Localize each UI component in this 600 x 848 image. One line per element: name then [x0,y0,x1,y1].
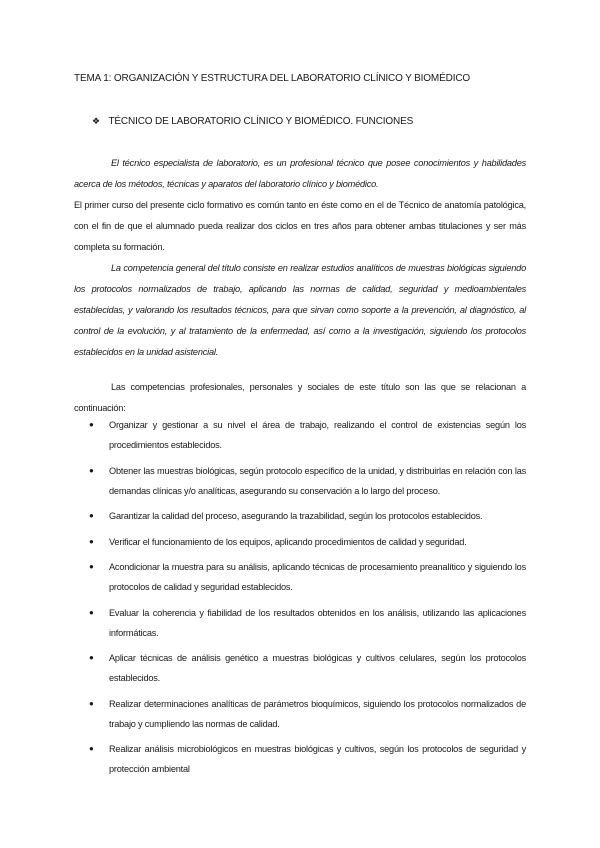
list-item [74,461,526,501]
list-item [74,557,526,597]
bullet-icon: ● [89,536,94,546]
paragraph-competencies-intro: Las competencias profesionales, personales y sociales de este título son las que se relacionan a continuación: [74,382,526,413]
list-item-text: Verificar el funcionamiento de los equipos, aplicando procedimientos de calidad y seguridad. [109,536,467,547]
list-item [74,415,526,455]
bullet-icon: ● [89,465,94,475]
list-item [74,739,526,779]
list-item [74,603,526,643]
list-item [74,506,526,526]
list-item-text: Realizar determinaciones analíticas de parámetros bioquímicos, siguiendo los protocolos normalizados de trabajo y cumpliendo las normas de calidad. [109,698,526,729]
bullet-icon: ● [89,562,94,571]
section-heading [92,116,413,127]
list-item-text: Organizar y gestionar a su nivel el área de trabajo, realizando el control de existencias según los procedimientos establecidos. [109,420,526,450]
list-item-text: Garantizar la calidad del proceso, asegurando la trazabilidad, según los protocolos establecidos. [109,511,483,521]
list-item-text: Acondicionar la muestra para su análisis, aplicando técnicas de procesamiento preanalítico y siguiendo los protocolos de calidad y seguridad establecidos. [109,562,526,592]
list-item-text: Obtener las muestras biológicas, según protocolo específico de la unidad, y distribuirlas en relación con las demandas clínicas y/o analíticas, asegurando su conservación a lo largo del proceso. [109,465,526,496]
bullet-icon: ● [89,744,94,753]
list-item-text: Aplicar técnicas de análisis genético a muestras biológicas y cultivos celulares, según los protocolos establecidos. [109,653,526,683]
document-title: TEMA 1: ORGANIZACIÓN Y ESTRUCTURA DEL LABORATORIO CLÍNICO Y BIOMÉDICO [74,73,471,84]
bullet-icon: ● [89,607,94,617]
paragraph-first-course: El primer curso del presente ciclo formativo es común tanto en éste como en el de Técnico de anatomía patológica, con el fin de que el alumnado pueda realizar dos ciclos en tres años para obtener ambas titulaciones y ser más completa su formación. [74,200,526,252]
list-item-text: Evaluar la coherencia y fiabilidad de los resultados obtenidos en los análisis, utilizando las aplicaciones informáticas. [109,607,526,638]
list-item-text: Realizar análisis microbiológicos en muestras biológicas y cultivos, según los protocolos de seguridad y protección ambiental [109,744,526,774]
competencies-list [74,415,526,785]
list-item [74,648,526,688]
list-item [74,532,526,552]
diamond-bullet-icon: ❖ [92,116,100,126]
paragraph-definition: El técnico especialista de laboratorio, es un profesional técnico que posee conocimientos y habilidades acerca de los métodos, técnicas y aparatos del laboratorio clínico y biomédico. [74,158,526,189]
bullet-icon: ● [89,653,94,662]
bullet-icon: ● [89,511,94,520]
list-item [74,694,526,734]
section-heading-text: TÉCNICO DE LABORATORIO CLÍNICO Y BIOMÉDICO. FUNCIONES [108,116,414,127]
paragraph-general-competence: La competencia general del título consiste en realizar estudios analíticos de muestras biológicas siguiendo los protocolos normalizados de trabajo, aplicando las normas de calidad, seguridad y medioambientales establecidas, y valorando los resultados técnicos, para que sirvan como soporte a la prevención, al diagnóstico, al control de la evolución, y al tratamiento de la enfermedad, así como a la investigación, siguiendo los protocolos establecidos en la unidad asistencial. [74,263,526,357]
bullet-icon: ● [89,420,94,429]
bullet-icon: ● [89,698,94,708]
